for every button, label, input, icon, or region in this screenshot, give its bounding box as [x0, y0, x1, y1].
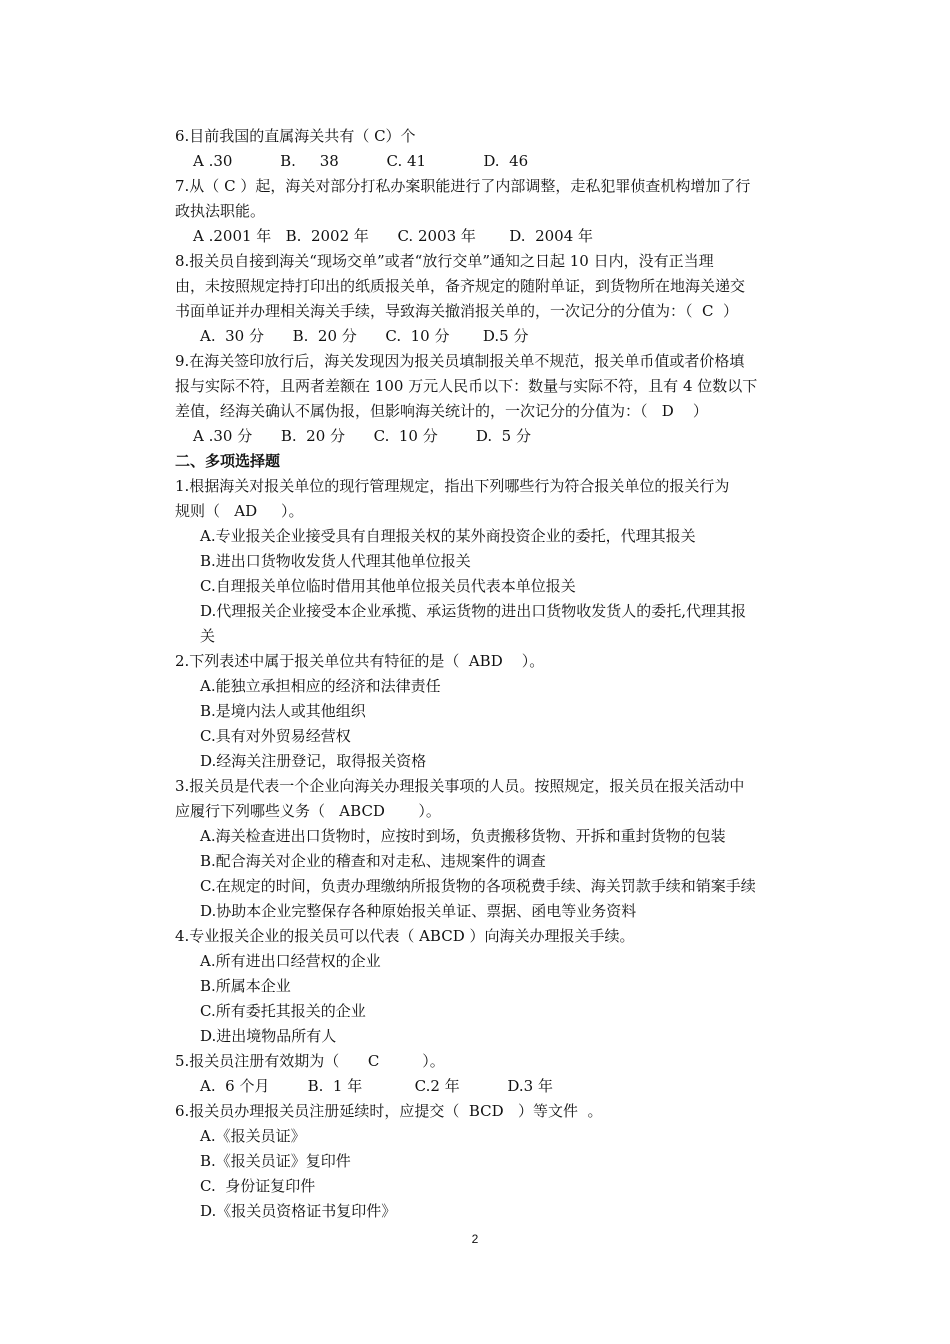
- page-number: 2: [471, 1232, 479, 1246]
- mc-question-4-option-b: B.所属本企业: [200, 977, 291, 995]
- mc-question-1-option-b: B.进出口货物收发货人代理其他单位报关: [200, 552, 471, 570]
- question-7-stem-line-1: 7.从（ C ）起，海关对部分打私办案职能进行了内部调整，走私犯罪侦查机构增加了行: [175, 177, 751, 195]
- mc-question-4-option-a: A.所有进出口经营权的企业: [200, 952, 381, 970]
- mc-question-6-stem: 6.报关员办理报关员注册延续时，应提交（ BCD ）等文件 。: [175, 1102, 603, 1120]
- mc-question-2-option-a: A.能独立承担相应的经济和法律责任: [200, 677, 441, 695]
- section-heading: 二、多项选择题: [175, 452, 281, 470]
- mc-question-4-option-c: C.所有委托其报关的企业: [200, 1002, 366, 1020]
- mc-question-3-option-b: B.配合海关对企业的稽查和对走私、违规案件的调查: [200, 852, 546, 870]
- question-6-options: A .30 B. 38 C. 41 D. 46: [193, 152, 529, 170]
- question-9-stem-line-3: 差值，经海关确认不属伪报，但影响海关统计的，一次记分的分值为：（ D ）: [175, 402, 708, 420]
- mc-question-3-option-c: C.在规定的时间，负责办理缴纳所报货物的各项税费手续、海关罚款手续和销案手续: [200, 877, 756, 895]
- question-7-stem-line-2: 政执法职能。: [175, 202, 266, 220]
- mc-question-5-stem: 5.报关员注册有效期为（ C ）。: [175, 1052, 445, 1070]
- mc-question-1-stem-line-2: 规则（ AD ）。: [175, 502, 304, 520]
- mc-question-4-option-d: D.进出境物品所有人: [200, 1027, 337, 1045]
- mc-question-6-option-d: D.《报关员资格证书复印件》: [200, 1202, 397, 1220]
- mc-question-3-stem-line-2: 应履行下列哪些义务（ ABCD ）。: [175, 802, 441, 820]
- question-8-options: A. 30 分 B. 20 分 C. 10 分 D.5 分: [200, 327, 529, 345]
- mc-question-1-option-c: C.自理报关单位临时借用其他单位报关员代表本单位报关: [200, 577, 576, 595]
- question-6-stem: 6.目前我国的直属海关共有（ C）个: [175, 127, 416, 145]
- mc-question-2-stem: 2.下列表述中属于报关单位共有特征的是（ ABD ）。: [175, 652, 545, 670]
- question-9-stem-line-1: 9.在海关签印放行后，海关发现因为报关员填制报关单不规范，报关单币值或者价格填: [175, 352, 745, 370]
- question-9-stem-line-2: 报与实际不符，且两者差额在 100 万元人民币以下：数量与实际不符，且有 4 位数以下: [175, 377, 758, 395]
- mc-question-6-option-c: C. 身份证复印件: [200, 1177, 316, 1195]
- mc-question-6-option-a: A.《报关员证》: [200, 1127, 306, 1145]
- mc-question-2-option-c: C.具有对外贸易经营权: [200, 727, 351, 745]
- mc-question-5-options: A. 6 个月 B. 1 年 C.2 年 D.3 年: [200, 1077, 553, 1095]
- question-8-stem-line-2: 由，未按照规定持打印出的纸质报关单，备齐规定的随附单证，到货物所在地海关递交: [175, 277, 746, 295]
- question-9-options: A .30 分 B. 20 分 C. 10 分 D. 5 分: [193, 427, 531, 445]
- mc-question-6-option-b: B.《报关员证》复印件: [200, 1152, 351, 1170]
- mc-question-1-option-d-cont: 关: [200, 627, 216, 645]
- mc-question-2-option-b: B.是境内法人或其他组织: [200, 702, 366, 720]
- mc-question-1-option-a: A.专业报关企业接受具有自理报关权的某外商投资企业的委托，代理其报关: [200, 527, 696, 545]
- mc-question-3-option-a: A.海关检查进出口货物时，应按时到场，负责搬移货物、开拆和重封货物的包装: [200, 827, 726, 845]
- question-8-stem-line-3: 书面单证并办理相关海关手续，导致海关撤消报关单的，一次记分的分值为：（ C ）: [175, 302, 739, 320]
- mc-question-1-option-d: D.代理报关企业接受本企业承揽、承运货物的进出口货物收发货人的委托,代理其报: [200, 602, 747, 620]
- mc-question-4-stem: 4.专业报关企业的报关员可以代表（ ABCD ）向海关办理报关手续。: [175, 927, 635, 945]
- mc-question-1-stem-line-1: 1.根据海关对报关单位的现行管理规定，指出下列哪些行为符合报关单位的报关行为: [175, 477, 730, 495]
- question-8-stem-line-1: 8.报关员自接到海关“现场交单”或者“放行交单”通知之日起 10 日内，没有正当理: [175, 252, 714, 270]
- question-7-options: A .2001 年 B. 2002 年 C. 2003 年 D. 2004 年: [193, 227, 594, 245]
- mc-question-3-stem-line-1: 3.报关员是代表一个企业向海关办理报关事项的人员。按照规定，报关员在报关活动中: [175, 777, 745, 795]
- mc-question-2-option-d: D.经海关注册登记，取得报关资格: [200, 752, 427, 770]
- mc-question-3-option-d: D.协助本企业完整保存各种原始报关单证、票据、函电等业务资料: [200, 902, 637, 920]
